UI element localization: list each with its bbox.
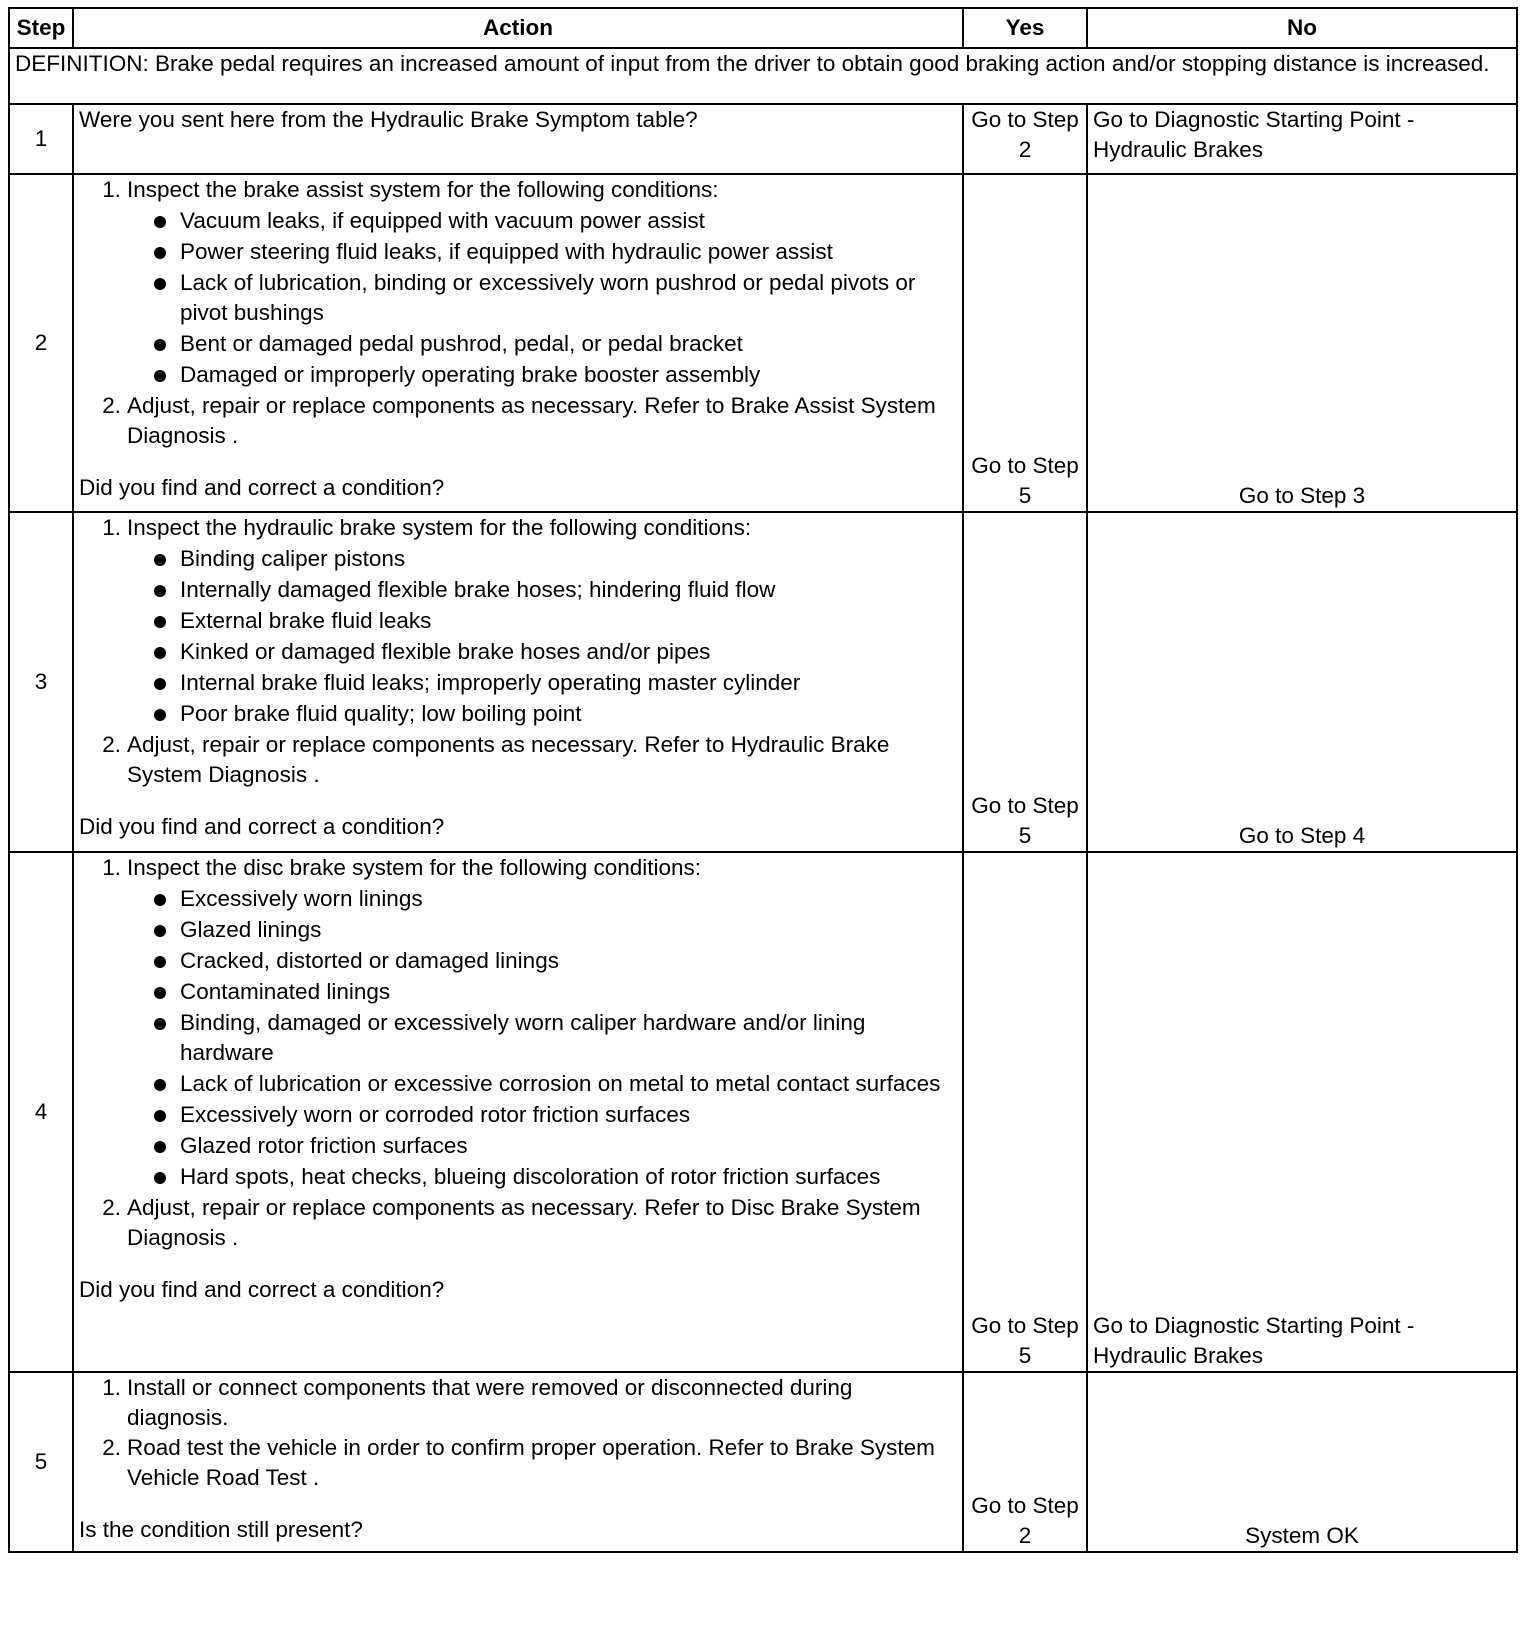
bullet-icon [79,977,180,1007]
step-question: Did you find and correct a condition? [79,814,445,839]
yes-result: Go to Step 2 [963,1372,1087,1552]
step-number: 1 [9,104,73,174]
step-number: 2 [9,174,73,512]
table-row [9,512,1517,852]
action-item: 2. Adjust, repair or replace components as necessary. Refer to Disc Brake System Diagnosis . [79,1193,957,1253]
list-item: Hard spots, heat checks, blueing discoloration of rotor friction surfaces [79,1162,957,1192]
no-result: Go to Step 4 [1087,512,1517,852]
step-action [73,174,963,512]
no-result: System OK [1087,1372,1517,1552]
action-item-text: Road test the vehicle in order to confirm proper operation. Refer to Brake System Vehicle Road Test . [127,1435,935,1490]
bullet-icon [79,915,180,945]
action-item-text: Inspect the brake assist system for the following conditions: [127,177,719,202]
no-result: Go to Step 3 [1087,174,1517,512]
step-action [73,512,963,852]
bullet-icon [79,329,180,359]
condition-list [79,206,957,390]
action-item-text: Install or connect components that were removed or disconnected during diagnosis. [127,1375,853,1430]
action-item-text: Adjust, repair or replace components as necessary. Refer to Hydraulic Brake System Diagnosis . [127,732,890,787]
bullet-icon [79,946,180,976]
list-item: Cracked, distorted or damaged linings [79,946,957,976]
step-action [73,1372,963,1552]
list-item: Lack of lubrication, binding or excessively worn pushrod or pedal pivots or pivot bushings [79,268,957,328]
action-item-text: Adjust, repair or replace components as necessary. Refer to Brake Assist System Diagnosis . [127,393,936,448]
list-item: Kinked or damaged flexible brake hoses and/or pipes [79,637,957,667]
bullet-icon [79,1100,180,1130]
step-number: 5 [9,1372,73,1552]
step-question: Did you find and correct a condition? [79,475,445,500]
list-item: Bent or damaged pedal pushrod, pedal, or pedal bracket [79,329,957,359]
action-item: 1. Inspect the brake assist system for the following conditions: [79,175,957,205]
yes-result: Go to Step 2 [963,104,1087,174]
action-item: 1. Install or connect components that were removed or disconnected during diagnosis. [79,1373,957,1433]
bullet-icon [79,606,180,636]
list-item: Vacuum leaks, if equipped with vacuum power assist [79,206,957,236]
condition-list [79,544,957,729]
condition-list [79,884,957,1192]
table-row [9,852,1517,1372]
bullet-icon [79,575,180,605]
list-item: Excessively worn or corroded rotor friction surfaces [79,1100,957,1130]
bullet-icon [79,268,180,328]
table-row [9,174,1517,512]
bullet-icon [79,884,180,914]
yes-result: Go to Step 5 [963,512,1087,852]
step-number: 4 [9,852,73,1372]
definition-text: DEFINITION: Brake pedal requires an increased amount of input from the driver to obtain good braking action and/or stopping distance is increased. [9,48,1517,104]
table-row [9,1372,1517,1552]
action-item: 2. Adjust, repair or replace components as necessary. Refer to Hydraulic Brake System Diagnosis . [79,730,957,790]
list-item: Lack of lubrication or excessive corrosion on metal to metal contact surfaces [79,1069,957,1099]
action-item: 1. Inspect the disc brake system for the following conditions: [79,853,957,883]
step-question: Did you find and correct a condition? [79,1277,445,1302]
bullet-icon [79,699,180,729]
list-item: Binding caliper pistons [79,544,957,574]
list-item: Poor brake fluid quality; low boiling point [79,699,957,729]
no-result: Go to Diagnostic Starting Point - Hydraulic Brakes [1087,852,1517,1372]
list-item: Glazed rotor friction surfaces [79,1131,957,1161]
step-question: Is the condition still present? [79,1517,363,1542]
action-item-text: Adjust, repair or replace components as necessary. Refer to Disc Brake System Diagnosis . [127,1195,921,1250]
header-yes: Yes [963,8,1087,48]
header-row [9,8,1517,48]
bullet-icon [79,637,180,667]
step-number: 3 [9,512,73,852]
yes-result: Go to Step 5 [963,852,1087,1372]
header-step: Step [9,8,73,48]
no-result: Go to Diagnostic Starting Point - Hydraulic Brakes [1087,104,1517,174]
bullet-icon [79,1069,180,1099]
action-item: 2. Adjust, repair or replace components as necessary. Refer to Brake Assist System Diagnosis . [79,391,957,451]
list-item: Damaged or improperly operating brake booster assembly [79,360,957,390]
bullet-icon [79,668,180,698]
action-item: 1. Inspect the hydraulic brake system for the following conditions: [79,513,957,543]
list-item: External brake fluid leaks [79,606,957,636]
bullet-icon [79,237,180,267]
list-item: Internal brake fluid leaks; improperly operating master cylinder [79,668,957,698]
action-item-text: Inspect the disc brake system for the following conditions: [127,855,702,880]
bullet-icon [79,1131,180,1161]
list-item: Power steering fluid leaks, if equipped with hydraulic power assist [79,237,957,267]
table-row [9,104,1517,174]
bullet-icon [79,544,180,574]
list-item: Internally damaged flexible brake hoses; hindering fluid flow [79,575,957,605]
definition-row [9,48,1517,104]
step-action [73,852,963,1372]
header-no: No [1087,8,1517,48]
list-item: Glazed linings [79,915,957,945]
header-action: Action [73,8,963,48]
action-item-text: Inspect the hydraulic brake system for the following conditions: [127,515,752,540]
list-item: Binding, damaged or excessively worn caliper hardware and/or lining hardware [79,1008,957,1068]
list-item: Excessively worn linings [79,884,957,914]
yes-result: Go to Step 5 [963,174,1087,512]
bullet-icon [79,206,180,236]
list-item: Contaminated linings [79,977,957,1007]
bullet-icon [79,1162,180,1192]
diagnostic-table [8,7,1518,1553]
bullet-icon [79,360,180,390]
bullet-icon [79,1008,180,1068]
action-item: 2. Road test the vehicle in order to confirm proper operation. Refer to Brake System Vehicle Road Test . [79,1433,957,1493]
step-question: Were you sent here from the Hydraulic Brake Symptom table? [73,104,963,174]
